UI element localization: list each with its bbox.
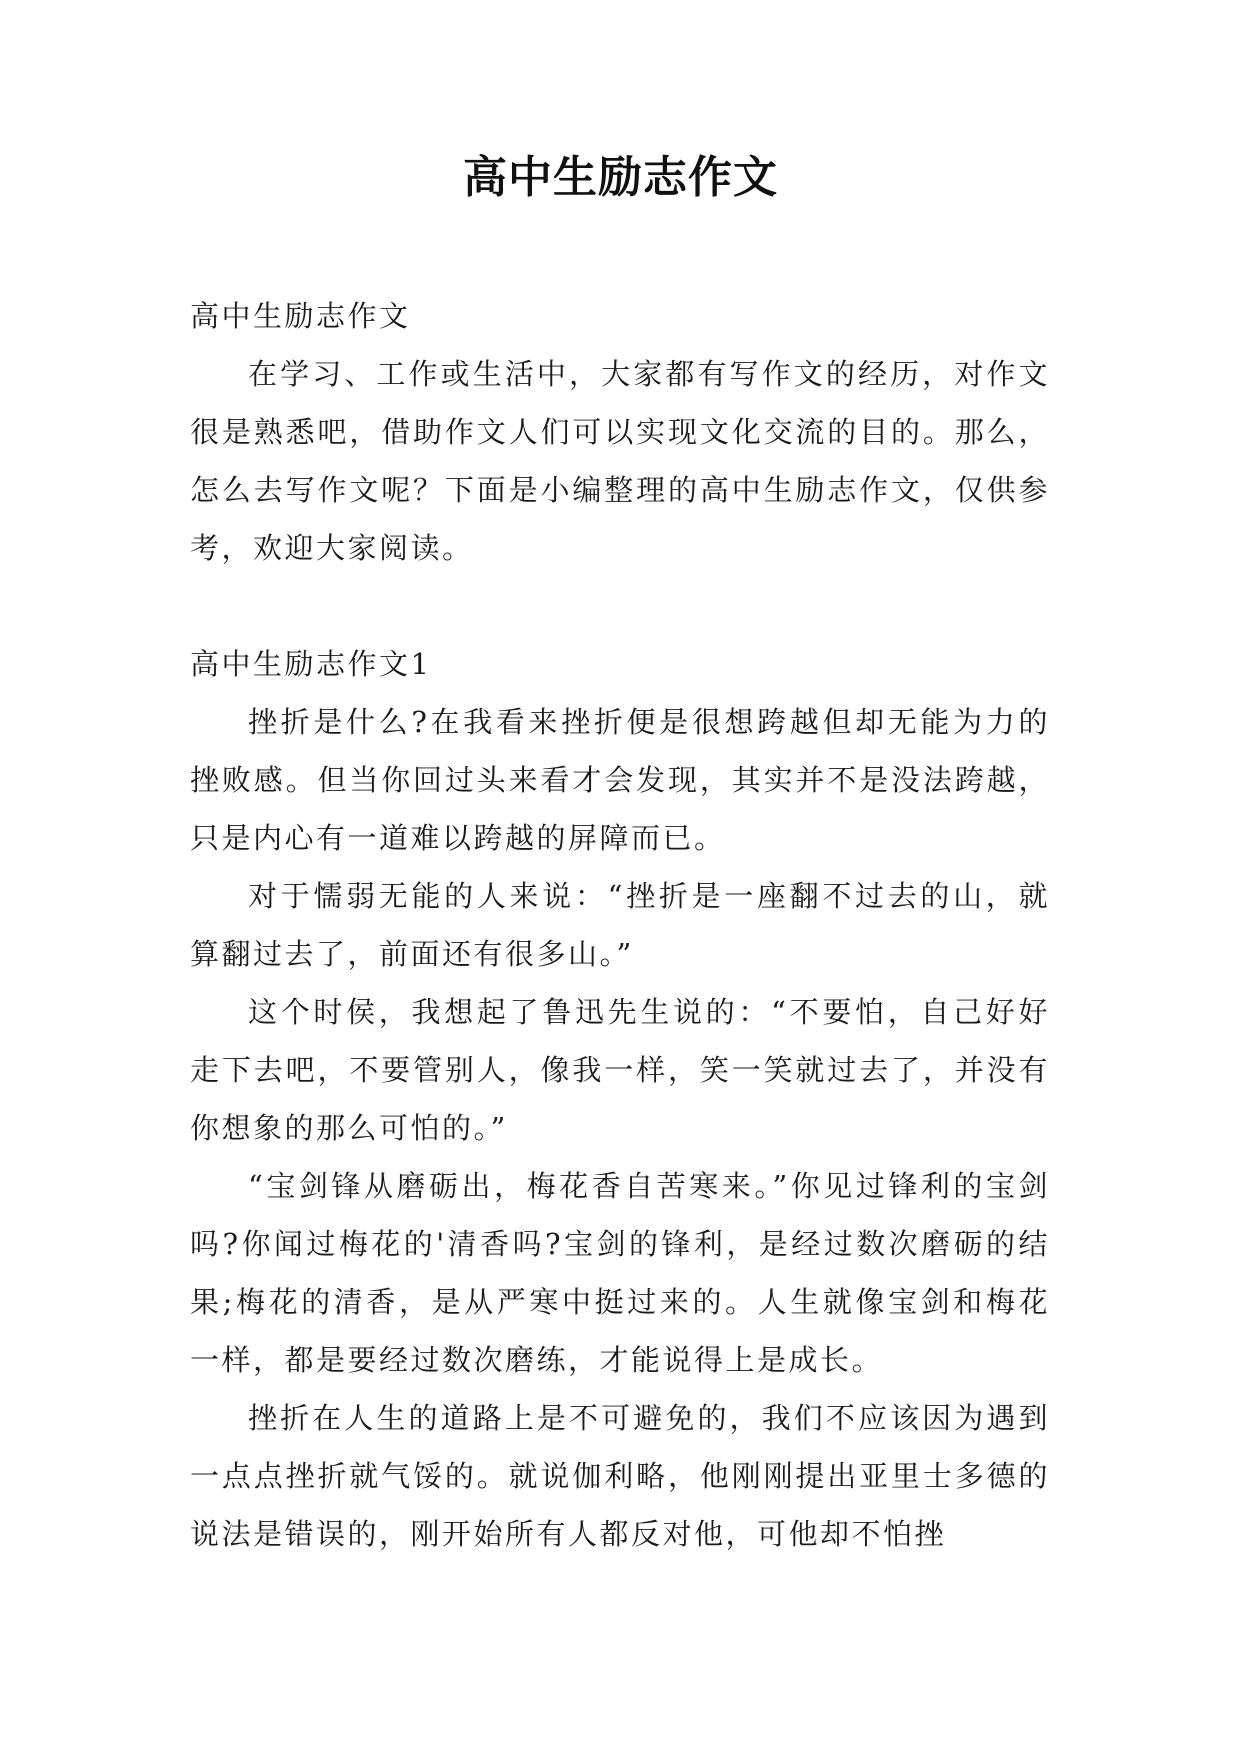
section1-paragraph-5: 挫折在人生的道路上是不可避免的，我们不应该因为遇到一点点挫折就气馁的。就说伽利略，他刚刚提出亚里士多德的说法是错误的，刚开始所有人都反对他，可他却不怕挫 — [190, 1401, 1050, 1551]
intro-heading: 高中生励志作文 — [190, 299, 411, 333]
intro-paragraph: 在学习、工作或生活中，大家都有写作文的经历，对作文很是熟悉吧，借助作文人们可以实现文化交流的目的。那么，怎么去写作文呢？下面是小编整理的高中生励志作文，仅供参考，欢迎大家阅读。 — [190, 357, 1050, 565]
section1-paragraph-3: 这个时侯，我想起了鲁迅先生说的：“不要怕，自己好好走下去吧，不要管别人，像我一样，笑一笑就过去了，并没有你想象的那么可怕的。” — [190, 995, 1050, 1145]
section1-heading: 高中生励志作文1 — [190, 647, 432, 681]
document-body — [190, 287, 1050, 1563]
section1-paragraph-2: 对于懦弱无能的人来说：“挫折是一座翻不过去的山，就算翻过去了，前面还有很多山。” — [190, 879, 1050, 971]
document-title: 高中生励志作文 — [463, 152, 778, 203]
section-spacer — [190, 577, 1050, 635]
section1-paragraph-1: 挫折是什么?在我看来挫折便是很想跨越但却无能为力的挫败感。但当你回过头来看才会发现，其实并不是没法跨越，只是内心有一道难以跨越的屏障而已。 — [190, 705, 1050, 855]
section1-paragraph-4: “宝剑锋从磨砺出，梅花香自苦寒来。”你见过锋利的宝剑吗?你闻过梅花的'清香吗?宝剑的锋利，是经过数次磨砺的结果;梅花的清香，是从严寒中挺过来的。人生就像宝剑和梅花一样，都是要经过数次磨练，才能说得上是成长。 — [190, 1169, 1050, 1377]
